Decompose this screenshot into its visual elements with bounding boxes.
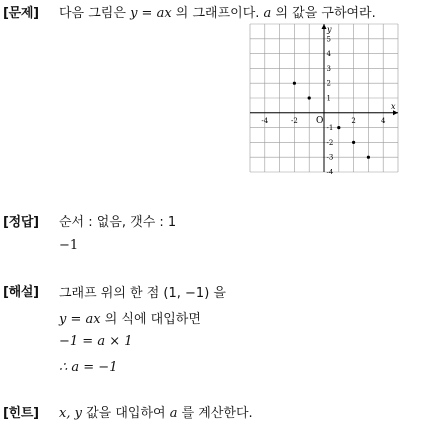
y-tick-label: -1 xyxy=(326,124,334,133)
hint-text-post: 를 계산한다. xyxy=(177,406,253,421)
problem-text xyxy=(59,2,376,21)
explanation-line-4: ∴ a = −1 xyxy=(59,360,118,375)
y-tick-label: 4 xyxy=(326,50,331,59)
data-point xyxy=(293,82,296,85)
explanation-line-1: 그래프 위의 한 점 (1, −1) 을 xyxy=(59,286,226,301)
hint-label: [힌트] xyxy=(3,406,39,421)
origin-label: O xyxy=(316,115,324,126)
problem-variable: a xyxy=(263,6,272,21)
x-tick-label: 4 xyxy=(380,116,386,125)
data-point xyxy=(352,141,355,144)
hint-variable: a xyxy=(169,406,178,421)
y-axis-label: y xyxy=(327,25,332,34)
problem-text-mid: 의 그래프이다. xyxy=(171,6,264,21)
explanation-equation: y = ax xyxy=(59,312,101,327)
hint-variables: x, y xyxy=(59,406,82,421)
hint-text xyxy=(59,402,253,421)
explanation-line-2-text: 의 식에 대입하면 xyxy=(100,312,201,327)
y-tick-label: -4 xyxy=(326,168,334,174)
data-point xyxy=(367,156,370,159)
answer-label: [정답] xyxy=(3,215,39,230)
y-tick-label: 2 xyxy=(326,79,331,88)
data-points xyxy=(290,79,370,159)
y-tick-label: -3 xyxy=(326,153,334,162)
x-tick-label: -4 xyxy=(261,116,269,125)
y-tick-label: 1 xyxy=(326,94,331,103)
y-tick-label: 3 xyxy=(326,64,331,73)
coordinate-graph xyxy=(248,22,400,174)
explanation-line-2 xyxy=(59,308,201,327)
answer-line-1: 순서 : 없음, 갯수 : 1 xyxy=(59,215,177,230)
hint-text-mid: 값을 대입하여 xyxy=(81,406,170,421)
explanation-label: [해설] xyxy=(3,285,39,300)
problem-label: [문제] xyxy=(3,6,39,21)
x-axis-label: x xyxy=(391,101,396,111)
problem-equation: y = ax xyxy=(130,6,172,21)
problem-text-before: 다음 그림은 xyxy=(59,6,131,21)
x-tick-label: -2 xyxy=(290,116,298,125)
x-axis-arrow xyxy=(393,110,398,115)
x-tick-label: 2 xyxy=(351,116,356,125)
tick-labels xyxy=(261,25,396,174)
data-point xyxy=(337,126,340,129)
answer-value: −1 xyxy=(59,238,79,253)
problem-text-after: 의 값을 구하여라. xyxy=(271,6,376,21)
y-tick-label: -2 xyxy=(326,138,334,147)
data-point xyxy=(308,96,311,99)
explanation-line-3: −1 = a × 1 xyxy=(59,334,133,349)
y-axis-arrow xyxy=(322,24,327,29)
y-tick-label: 5 xyxy=(326,35,331,44)
